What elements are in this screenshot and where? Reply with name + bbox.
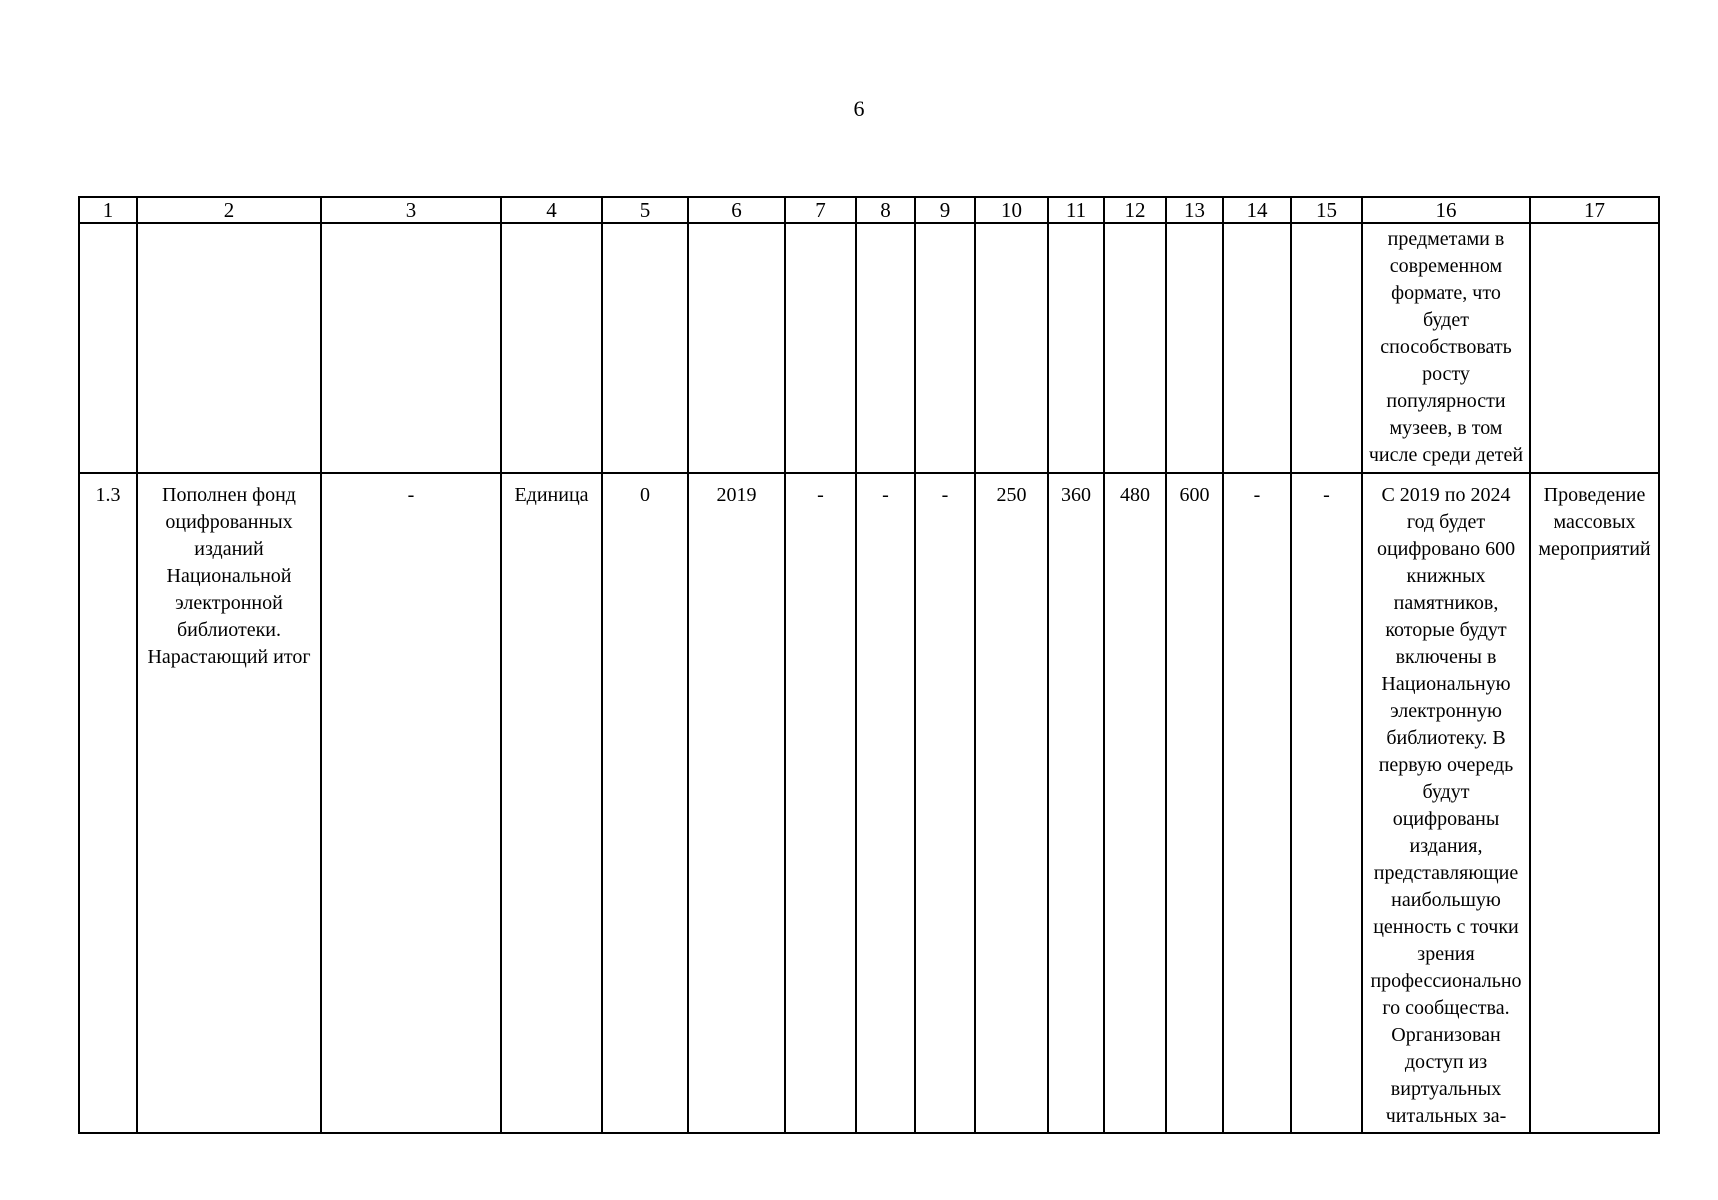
value-cell: 480	[1104, 473, 1166, 1133]
base-value-cell: 0	[602, 473, 688, 1133]
header-cell: 3	[321, 197, 501, 223]
header-cell: 2	[137, 197, 321, 223]
header-cell: 13	[1166, 197, 1223, 223]
header-cell: 8	[856, 197, 915, 223]
header-cell: 12	[1104, 197, 1166, 223]
table-cell	[1166, 223, 1223, 473]
table-header-row	[79, 197, 1659, 223]
table-cell	[1530, 223, 1659, 473]
row-number-cell: 1.3	[79, 473, 137, 1133]
header-cell: 14	[1223, 197, 1291, 223]
header-cell: 11	[1048, 197, 1104, 223]
header-cell: 1	[79, 197, 137, 223]
table-cell	[137, 223, 321, 473]
table-cell	[1104, 223, 1166, 473]
header-cell: 4	[501, 197, 602, 223]
value-cell: 250	[975, 473, 1048, 1133]
table-cell	[501, 223, 602, 473]
base-year-cell: 2019	[688, 473, 785, 1133]
indicator-name-cell: Пополнен фонд оцифрованных изданий Национальной электронной библиотеки. Нарастающий итог	[137, 473, 321, 1133]
header-cell: 6	[688, 197, 785, 223]
value-cell: 600	[1166, 473, 1223, 1133]
table-cell	[1048, 223, 1104, 473]
value-cell: 360	[1048, 473, 1104, 1133]
table-cell: -	[1291, 473, 1362, 1133]
table-cell: -	[915, 473, 975, 1133]
table-cell	[915, 223, 975, 473]
table-cell	[1291, 223, 1362, 473]
description-cell: С 2019 по 2024 год будет оцифровано 600 книжных памятников, которые будут включены в Национальную электронную библиотеку. В первую очередь будут оцифрованы издания, представляющие наибольшую ценность с точки зрения профессионального сообщества. Организован доступ из виртуальных читальных за-	[1362, 473, 1530, 1133]
header-cell: 5	[602, 197, 688, 223]
header-cell: 9	[915, 197, 975, 223]
unit-cell: Единица	[501, 473, 602, 1133]
table-cell	[975, 223, 1048, 473]
table-cell	[1223, 223, 1291, 473]
table-cell: -	[1223, 473, 1291, 1133]
table-cell	[602, 223, 688, 473]
table-cell: -	[856, 473, 915, 1133]
table-row-1-3	[79, 473, 1659, 1133]
table-row-continuation	[79, 223, 1659, 473]
table-cell	[856, 223, 915, 473]
header-cell: 15	[1291, 197, 1362, 223]
events-cell: Проведение массовых мероприятий	[1530, 473, 1659, 1133]
page-number: 6	[853, 96, 865, 121]
header-cell: 16	[1362, 197, 1530, 223]
header-cell: 10	[975, 197, 1048, 223]
data-table	[78, 196, 1660, 1134]
table-cell	[688, 223, 785, 473]
header-cell: 17	[1530, 197, 1659, 223]
header-cell: 7	[785, 197, 856, 223]
table-cell	[79, 223, 137, 473]
description-cell: предметами в современном формате, что будет способствовать росту популярности музеев, в том числе среди детей	[1362, 223, 1530, 473]
table-cell: -	[785, 473, 856, 1133]
table-cell	[785, 223, 856, 473]
table-cell: -	[321, 473, 501, 1133]
table-cell	[321, 223, 501, 473]
